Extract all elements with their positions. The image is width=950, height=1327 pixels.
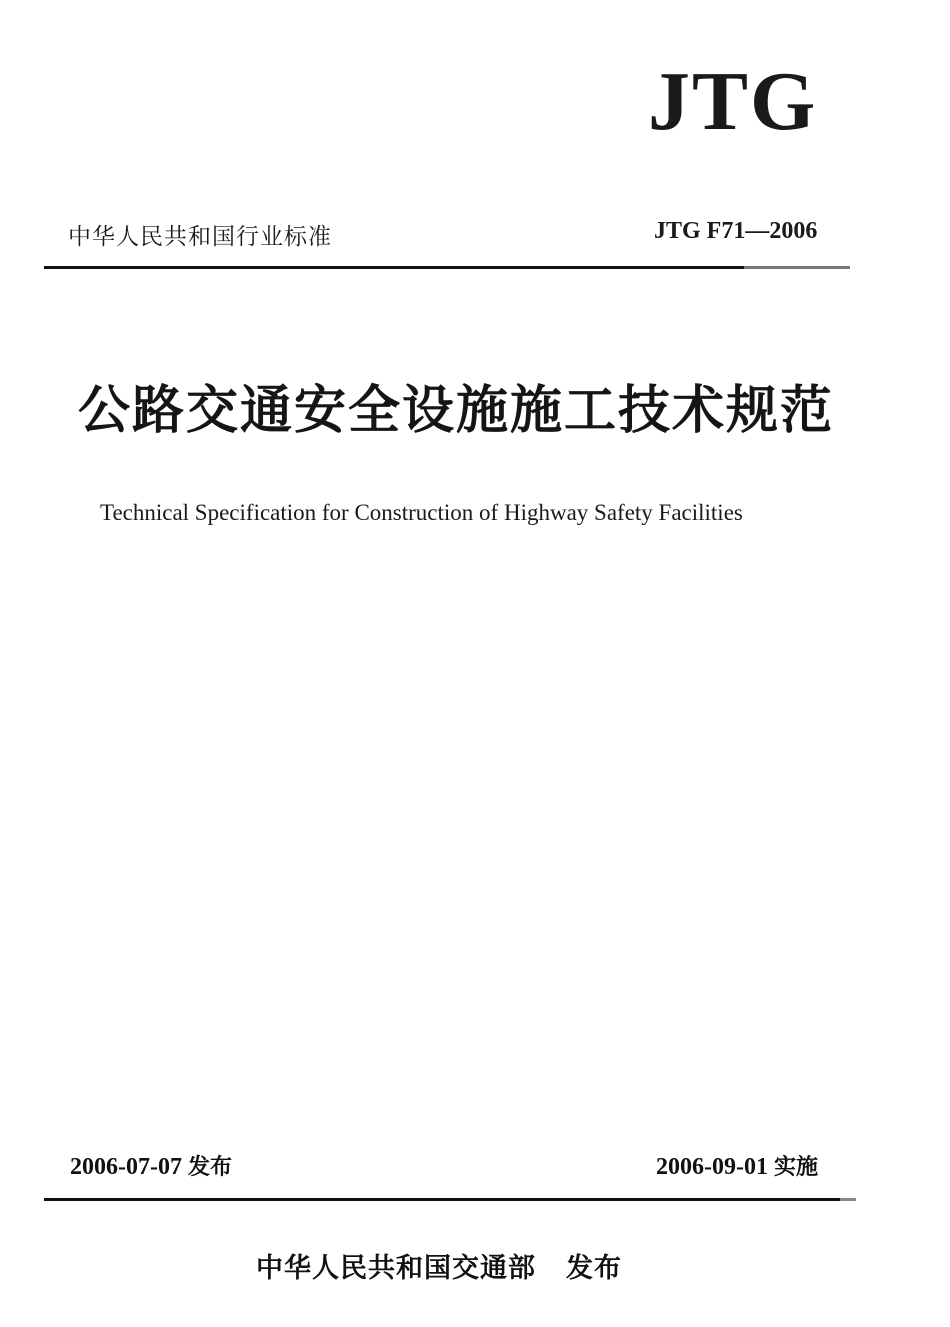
effective-label: 实施 xyxy=(773,1155,818,1180)
issue-label: 发布 xyxy=(187,1155,232,1180)
publisher-name: 中华人民共和国交通部 xyxy=(256,1253,536,1284)
standard-code: JTG F71—2006 xyxy=(654,218,818,244)
publisher-issue-word: 发布 xyxy=(566,1253,622,1284)
title-chinese: 公路交通安全设施施工技术规范 xyxy=(78,380,835,441)
bottom-divider xyxy=(44,1198,856,1201)
issue-date-line xyxy=(70,1150,232,1181)
effective-date-line xyxy=(656,1150,818,1181)
jtg-logo: JTG xyxy=(648,55,818,148)
publisher-line xyxy=(256,1246,622,1285)
title-english: Technical Specification for Construction of Highway Safety Facilities xyxy=(100,500,743,525)
effective-date: 2006-09-01 xyxy=(656,1154,768,1180)
issue-date: 2006-07-07 xyxy=(70,1154,182,1180)
standard-category: 中华人民共和国行业标准 xyxy=(68,224,332,250)
top-divider xyxy=(44,266,850,269)
